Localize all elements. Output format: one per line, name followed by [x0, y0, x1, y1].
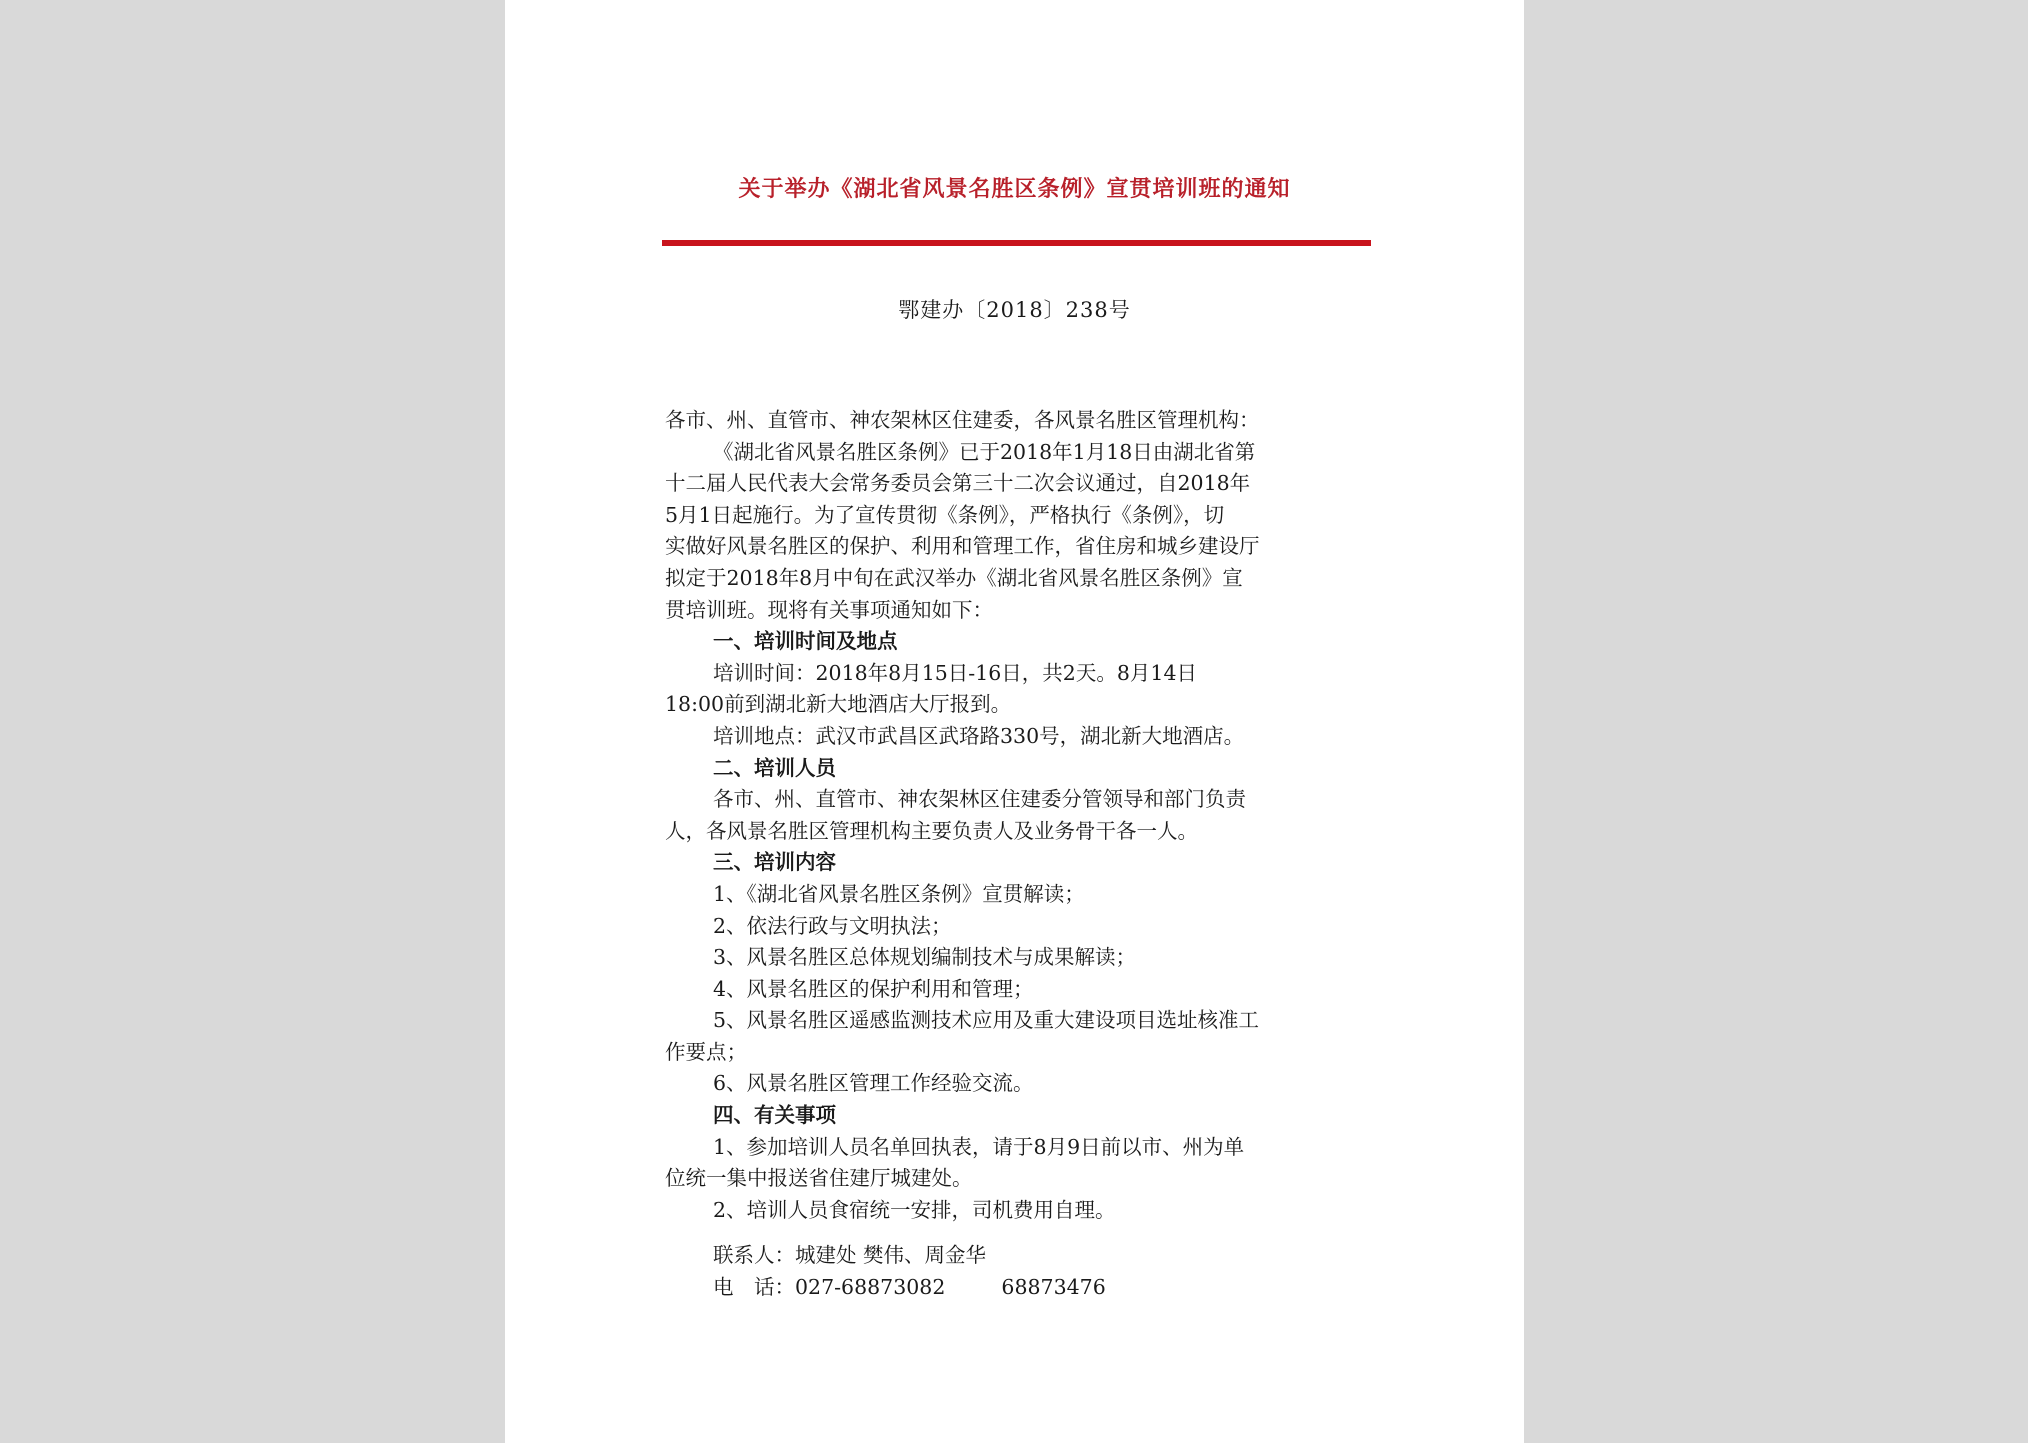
contact-label: 联系人：: [713, 1243, 795, 1268]
paragraph-line: 5月1日起施行。为了宣传贯彻《条例》，严格执行《条例》，切: [665, 502, 1225, 527]
list-item: 1、参加培训人员名单回执表，请于8月9日前以市、州为单: [713, 1134, 1245, 1159]
list-item: 2、培训人员食宿统一安排，司机费用自理。: [713, 1197, 1116, 1222]
document-number: 鄂建办〔2018〕238号: [898, 298, 1131, 322]
list-item: 6、风景名胜区管理工作经验交流。: [713, 1071, 1034, 1096]
document-body: [665, 405, 1385, 1304]
paragraph-line: 人，各风景名胜区管理机构主要负责人及业务骨干各一人。: [665, 818, 1198, 843]
contact-value: 城建处 樊伟、周金华: [795, 1243, 987, 1268]
paragraph-line: 《湖北省风景名胜区条例》已于2018年1月18日由湖北省第: [713, 439, 1256, 464]
phone-line: [665, 1272, 1385, 1304]
section-heading: 四、有关事项: [713, 1103, 836, 1128]
list-item: 1、《湖北省风景名胜区条例》宣贯解读；: [713, 881, 1085, 906]
addressee-line: 各市、州、直管市、神农架林区住建委，各风景名胜区管理机构：: [665, 408, 1260, 432]
list-item: 5、风景名胜区遥感监测技术应用及重大建设项目选址核准工: [713, 1008, 1260, 1033]
section-heading: 二、培训人员: [713, 755, 836, 780]
list-item: 4、风景名胜区的保护利用和管理；: [713, 976, 1034, 1001]
paragraph-line: 各市、州、直管市、神农架林区住建委分管领导和部门负责: [713, 787, 1246, 812]
document-title: 关于举办《湖北省风景名胜区条例》宣贯培训班的通知: [738, 176, 1291, 202]
paragraph-line: 拟定于2018年8月中旬在武汉举办《湖北省风景名胜区条例》宣: [665, 565, 1243, 590]
contact-line: [665, 1240, 1385, 1272]
spacer: [665, 1226, 1385, 1240]
paragraph-line: 贯培训班。现将有关事项通知如下：: [665, 597, 993, 622]
paragraph-line: 实做好风景名胜区的保护、利用和管理工作，省住房和城乡建设厅: [665, 534, 1260, 559]
phone-label: 电 话：: [713, 1275, 795, 1300]
list-item-continuation: 作要点；: [665, 1039, 747, 1064]
list-item: 3、风景名胜区总体规划编制技术与成果解读；: [713, 945, 1137, 970]
paragraph-line: 十二届人民代表大会常务委员会第三十二次会议通过，自2018年: [665, 471, 1251, 496]
paragraph-line: 18:00前到湖北新大地酒店大厅报到。: [665, 692, 1012, 717]
section-heading: 一、培训时间及地点: [713, 629, 898, 654]
red-header-rule: [662, 240, 1371, 246]
paragraph-line: 培训时间：2018年8月15日-16日，共2天。8月14日: [713, 660, 1197, 685]
section-heading: 三、培训内容: [713, 850, 836, 875]
phone-number-2: 68873476: [1001, 1275, 1106, 1300]
list-item: 2、依法行政与文明执法；: [713, 913, 952, 938]
paragraph-line: 培训地点：武汉市武昌区武珞路330号，湖北新大地酒店。: [713, 723, 1245, 748]
document-page: [505, 0, 1524, 1443]
phone-number-1: 027-68873082: [795, 1275, 946, 1300]
list-item-continuation: 位统一集中报送省住建厅城建处。: [665, 1166, 973, 1191]
